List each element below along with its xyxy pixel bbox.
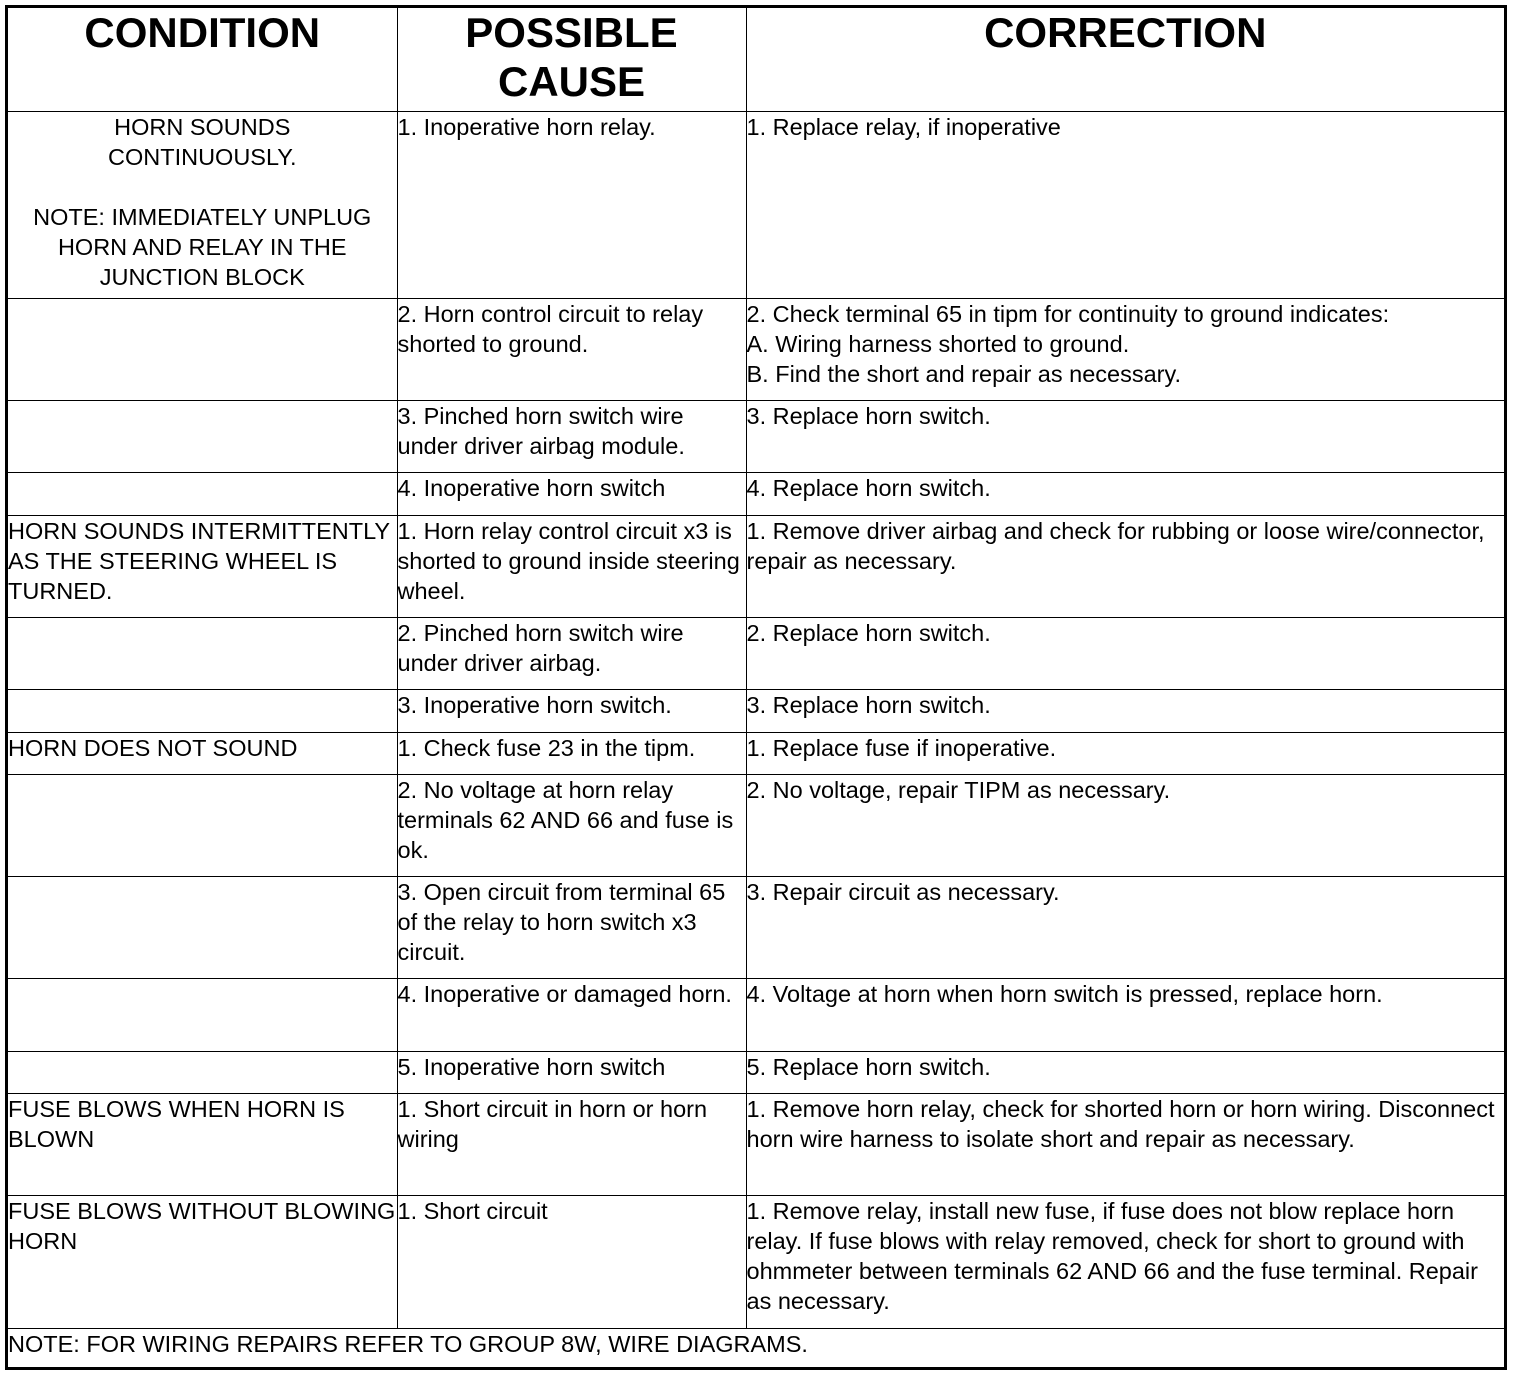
correction-cell: 2. Replace horn switch. [746,617,1504,689]
cause-cell: 3. Inoperative horn switch. [397,689,746,732]
condition-cell [8,978,397,1051]
condition-cell [8,774,397,876]
cause-cell: 1. Check fuse 23 in the tipm. [397,732,746,774]
table-row [8,400,1504,472]
footer-note: NOTE: FOR WIRING REPAIRS REFER TO GROUP 8W, WIRE DIAGRAMS. [8,1328,1504,1371]
diagnosis-table-frame [5,5,1507,1370]
condition-cell: FUSE BLOWS WITHOUT BLOWING HORN [8,1195,397,1328]
table-row [8,515,1504,617]
table-row [8,774,1504,876]
correction-cell: 4. Replace horn switch. [746,472,1504,515]
table-row [8,689,1504,732]
header-possible-cause: POSSIBLE CAUSE [397,8,746,111]
correction-cell: 1. Replace fuse if inoperative. [746,732,1504,774]
cause-cell: 1. Short circuit [397,1195,746,1328]
cause-cell: 2. No voltage at horn relay terminals 62 AND 66 and fuse is ok. [397,774,746,876]
header-condition: CONDITION [8,8,397,111]
cause-cell: 4. Inoperative or damaged horn. [397,978,746,1051]
condition-cell: HORN DOES NOT SOUND [8,732,397,774]
table-row [8,1195,1504,1328]
correction-cell: 1. Remove driver airbag and check for rubbing or loose wire/connector, repair as necessary. [746,515,1504,617]
table-row [8,1093,1504,1195]
header-correction: CORRECTION [746,8,1504,111]
condition-cell [8,876,397,978]
correction-cell: 1. Remove relay, install new fuse, if fuse does not blow replace horn relay. If fuse blows with relay removed, check for short to ground with ohmmeter between terminals 62 AND 66 and the fuse terminal. Repair as necessary. [746,1195,1504,1328]
cause-cell: 1. Inoperative horn relay. [397,111,746,298]
cause-cell: 3. Pinched horn switch wire under driver airbag module. [397,400,746,472]
cause-cell: 3. Open circuit from terminal 65 of the relay to horn switch x3 circuit. [397,876,746,978]
cause-cell: 4. Inoperative horn switch [397,472,746,515]
table-row [8,472,1504,515]
table-row [8,876,1504,978]
diagnosis-table [8,8,1504,1371]
cause-cell: 1. Short circuit in horn or horn wiring [397,1093,746,1195]
table-row [8,617,1504,689]
cause-cell: 1. Horn relay control circuit x3 is shorted to ground inside steering wheel. [397,515,746,617]
table-row [8,732,1504,774]
condition-cell [8,400,397,472]
table-row [8,1051,1504,1093]
correction-cell: 2. No voltage, repair TIPM as necessary. [746,774,1504,876]
correction-cell: 3. Replace horn switch. [746,689,1504,732]
table-row [8,298,1504,400]
footer-row [8,1328,1504,1371]
cause-cell: 2. Horn control circuit to relay shorted to ground. [397,298,746,400]
condition-cell [8,298,397,400]
header-row [8,8,1504,111]
correction-cell: 1. Replace relay, if inoperative [746,111,1504,298]
correction-cell: 4. Voltage at horn when horn switch is pressed, replace horn. [746,978,1504,1051]
condition-cell: HORN SOUNDS CONTINUOUSLY. NOTE: IMMEDIATELY UNPLUG HORN AND RELAY IN THE JUNCTION BLOCK [8,111,397,298]
condition-cell: FUSE BLOWS WHEN HORN IS BLOWN [8,1093,397,1195]
correction-cell: 3. Repair circuit as necessary. [746,876,1504,978]
condition-cell [8,689,397,732]
correction-cell: 3. Replace horn switch. [746,400,1504,472]
cause-cell: 5. Inoperative horn switch [397,1051,746,1093]
correction-cell: 5. Replace horn switch. [746,1051,1504,1093]
condition-cell [8,617,397,689]
table-row [8,111,1504,298]
table-row [8,978,1504,1051]
condition-cell: HORN SOUNDS INTERMITTENTLY AS THE STEERING WHEEL IS TURNED. [8,515,397,617]
correction-cell: 2. Check terminal 65 in tipm for continuity to ground indicates: A. Wiring harness shorted to ground. B. Find the short and repair as necessary. [746,298,1504,400]
condition-cell [8,472,397,515]
correction-cell: 1. Remove horn relay, check for shorted horn or horn wiring. Disconnect horn wire harness to isolate short and repair as necessary. [746,1093,1504,1195]
cause-cell: 2. Pinched horn switch wire under driver airbag. [397,617,746,689]
condition-cell [8,1051,397,1093]
